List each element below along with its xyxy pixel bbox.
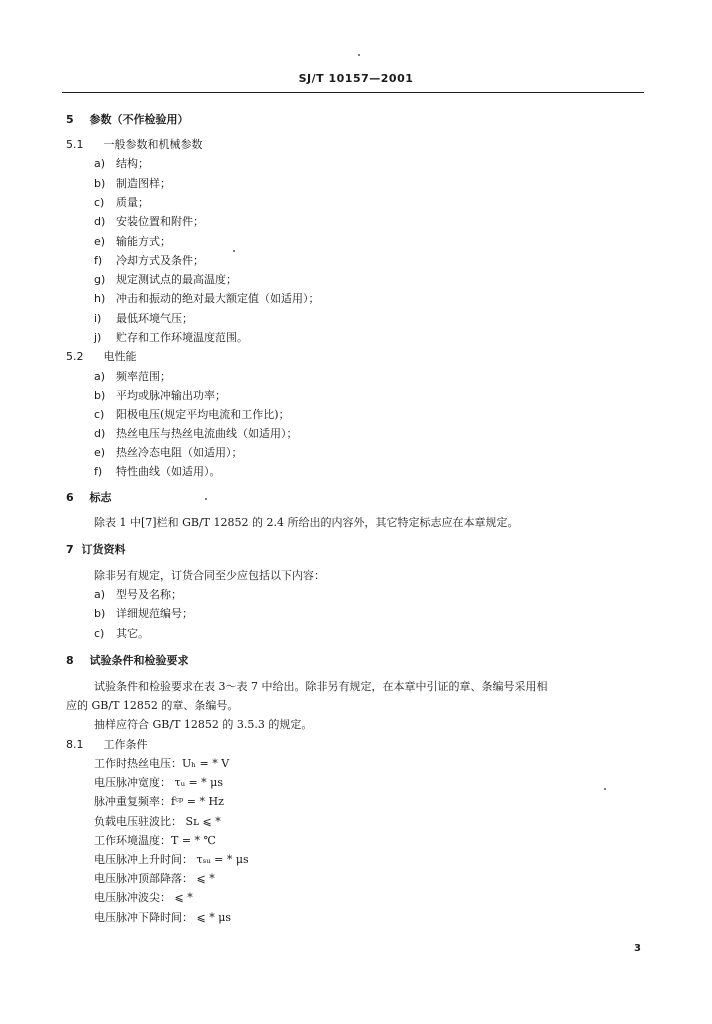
list-text: 阳极电压(规定平均电流和工作比)； <box>116 408 290 421</box>
list-item <box>94 408 290 422</box>
list-text: 最低环境气压； <box>116 312 193 325</box>
list-marker: j) <box>94 331 102 344</box>
list-text: 质量； <box>116 196 149 209</box>
list-text: 制造图样； <box>116 177 171 190</box>
list-text: 频率范围； <box>116 370 171 383</box>
paragraph-line: 应的 GB/T 12852 的章、条编号。 <box>66 699 239 712</box>
list-text: 冷却方式及条件； <box>116 254 204 267</box>
section-number: 7 <box>66 543 74 556</box>
scan-speck <box>233 250 235 252</box>
list-item <box>94 215 204 229</box>
list-item <box>94 370 171 384</box>
list-item <box>94 446 243 460</box>
list-marker: h) <box>94 292 106 305</box>
subsection-5-2-heading <box>66 350 137 364</box>
list-item <box>94 235 171 249</box>
list-marker: c) <box>94 627 105 640</box>
scan-speck <box>358 54 360 56</box>
list-marker: e) <box>94 235 106 248</box>
list-text: 规定测试点的最高温度； <box>116 273 237 286</box>
list-item <box>94 331 248 345</box>
condition-line: 电压脉冲波尖： ⩽ * <box>94 891 193 904</box>
section-7-heading <box>66 543 126 557</box>
section-5-heading <box>66 113 189 127</box>
list-item <box>94 389 226 403</box>
list-marker: a) <box>94 588 106 601</box>
scan-speck <box>604 788 606 790</box>
list-item <box>94 292 320 306</box>
list-marker: f) <box>94 254 103 267</box>
scan-speck <box>205 498 207 500</box>
subsection-title: 电性能 <box>103 350 137 363</box>
list-item <box>94 273 237 287</box>
condition-line: 脉冲重复频率：fᶜᵖ = * Hz <box>94 795 224 808</box>
list-marker: c) <box>94 408 105 421</box>
list-item <box>94 607 193 621</box>
paragraph: 除表 1 中[7]栏和 GB/T 12852 的 2.4 所给出的内容外，其它特定标志应在本章规定。 <box>94 516 519 529</box>
paragraph: 抽样应符合 GB/T 12852 的 3.5.3 的规定。 <box>94 718 313 731</box>
section-title: 试验条件和检验要求 <box>89 654 189 667</box>
section-title: 标志 <box>89 491 112 504</box>
list-marker: b) <box>94 389 106 402</box>
section-number: 8 <box>66 654 74 667</box>
list-text: 结构； <box>116 157 149 170</box>
list-item <box>94 254 204 268</box>
condition-line: 负载电压驻波比： Sʟ ⩽ * <box>94 815 221 828</box>
list-text: 其它。 <box>116 627 149 640</box>
list-marker: g) <box>94 273 106 286</box>
section-title: 订货资料 <box>81 543 126 556</box>
condition-line: 电压脉冲顶部降落： ⩽ * <box>94 872 215 885</box>
list-item <box>94 177 171 191</box>
header-rule <box>62 92 644 93</box>
list-item <box>94 312 193 326</box>
list-item <box>94 627 149 641</box>
subsection-number: 5.1 <box>66 138 84 151</box>
list-text: 贮存和工作环境温度范围。 <box>116 331 248 344</box>
list-text: 详细规范编号； <box>116 607 193 620</box>
paragraph: 除非另有规定，订货合同至少应包括以下内容： <box>94 569 325 582</box>
list-text: 型号及名称； <box>116 588 182 601</box>
list-marker: a) <box>94 157 106 170</box>
list-text: 热丝电压与热丝电流曲线（如适用）； <box>116 427 298 440</box>
list-text: 平均或脉冲输出功率； <box>116 389 226 402</box>
list-marker: e) <box>94 446 106 459</box>
condition-line: 工作环境温度：T = * ℃ <box>94 834 216 847</box>
list-item <box>94 427 298 441</box>
list-marker: a) <box>94 370 106 383</box>
condition-line: 电压脉冲上升时间： τₛᵤ = * μs <box>94 853 249 866</box>
section-8-heading <box>66 654 189 668</box>
list-marker: d) <box>94 215 106 228</box>
paragraph-line: 试验条件和检验要求在表 3～表 7 中给出。除非另有规定，在本章中引证的章、条编号采用相 <box>94 680 548 693</box>
section-number: 5 <box>66 113 74 126</box>
list-marker: b) <box>94 607 106 620</box>
subsection-title: 工作条件 <box>103 738 148 751</box>
list-item <box>94 196 149 210</box>
subsection-8-1-heading <box>66 738 148 752</box>
list-text: 热丝冷态电阻（如适用）； <box>116 446 243 459</box>
list-text: 安装位置和附件； <box>116 215 204 228</box>
list-item <box>94 465 221 479</box>
list-marker: f) <box>94 465 103 478</box>
subsection-5-1-heading <box>66 138 203 152</box>
list-text: 特性曲线（如适用）。 <box>116 465 221 478</box>
section-number: 6 <box>66 491 74 504</box>
list-marker: i) <box>94 312 102 325</box>
standard-header: SJ/T 10157—2001 <box>298 72 414 85</box>
list-marker: c) <box>94 196 105 209</box>
subsection-title: 一般参数和机械参数 <box>103 138 203 151</box>
list-item <box>94 588 182 602</box>
subsection-number: 5.2 <box>66 350 84 363</box>
list-item <box>94 157 149 171</box>
list-text: 冲击和振动的绝对最大额定值（如适用）； <box>116 292 320 305</box>
condition-line: 工作时热丝电压：Uₕ = * V <box>94 757 230 770</box>
section-title: 参数（不作检验用） <box>89 113 189 126</box>
condition-line: 电压脉冲下降时间： ⩽ * μs <box>94 911 231 924</box>
section-6-heading <box>66 491 112 505</box>
list-text: 输能方式； <box>116 235 171 248</box>
page-number: 3 <box>634 943 641 954</box>
subsection-number: 8.1 <box>66 738 84 751</box>
list-marker: b) <box>94 177 106 190</box>
list-marker: d) <box>94 427 106 440</box>
condition-line: 电压脉冲宽度： τᵤ = * μs <box>94 776 223 789</box>
